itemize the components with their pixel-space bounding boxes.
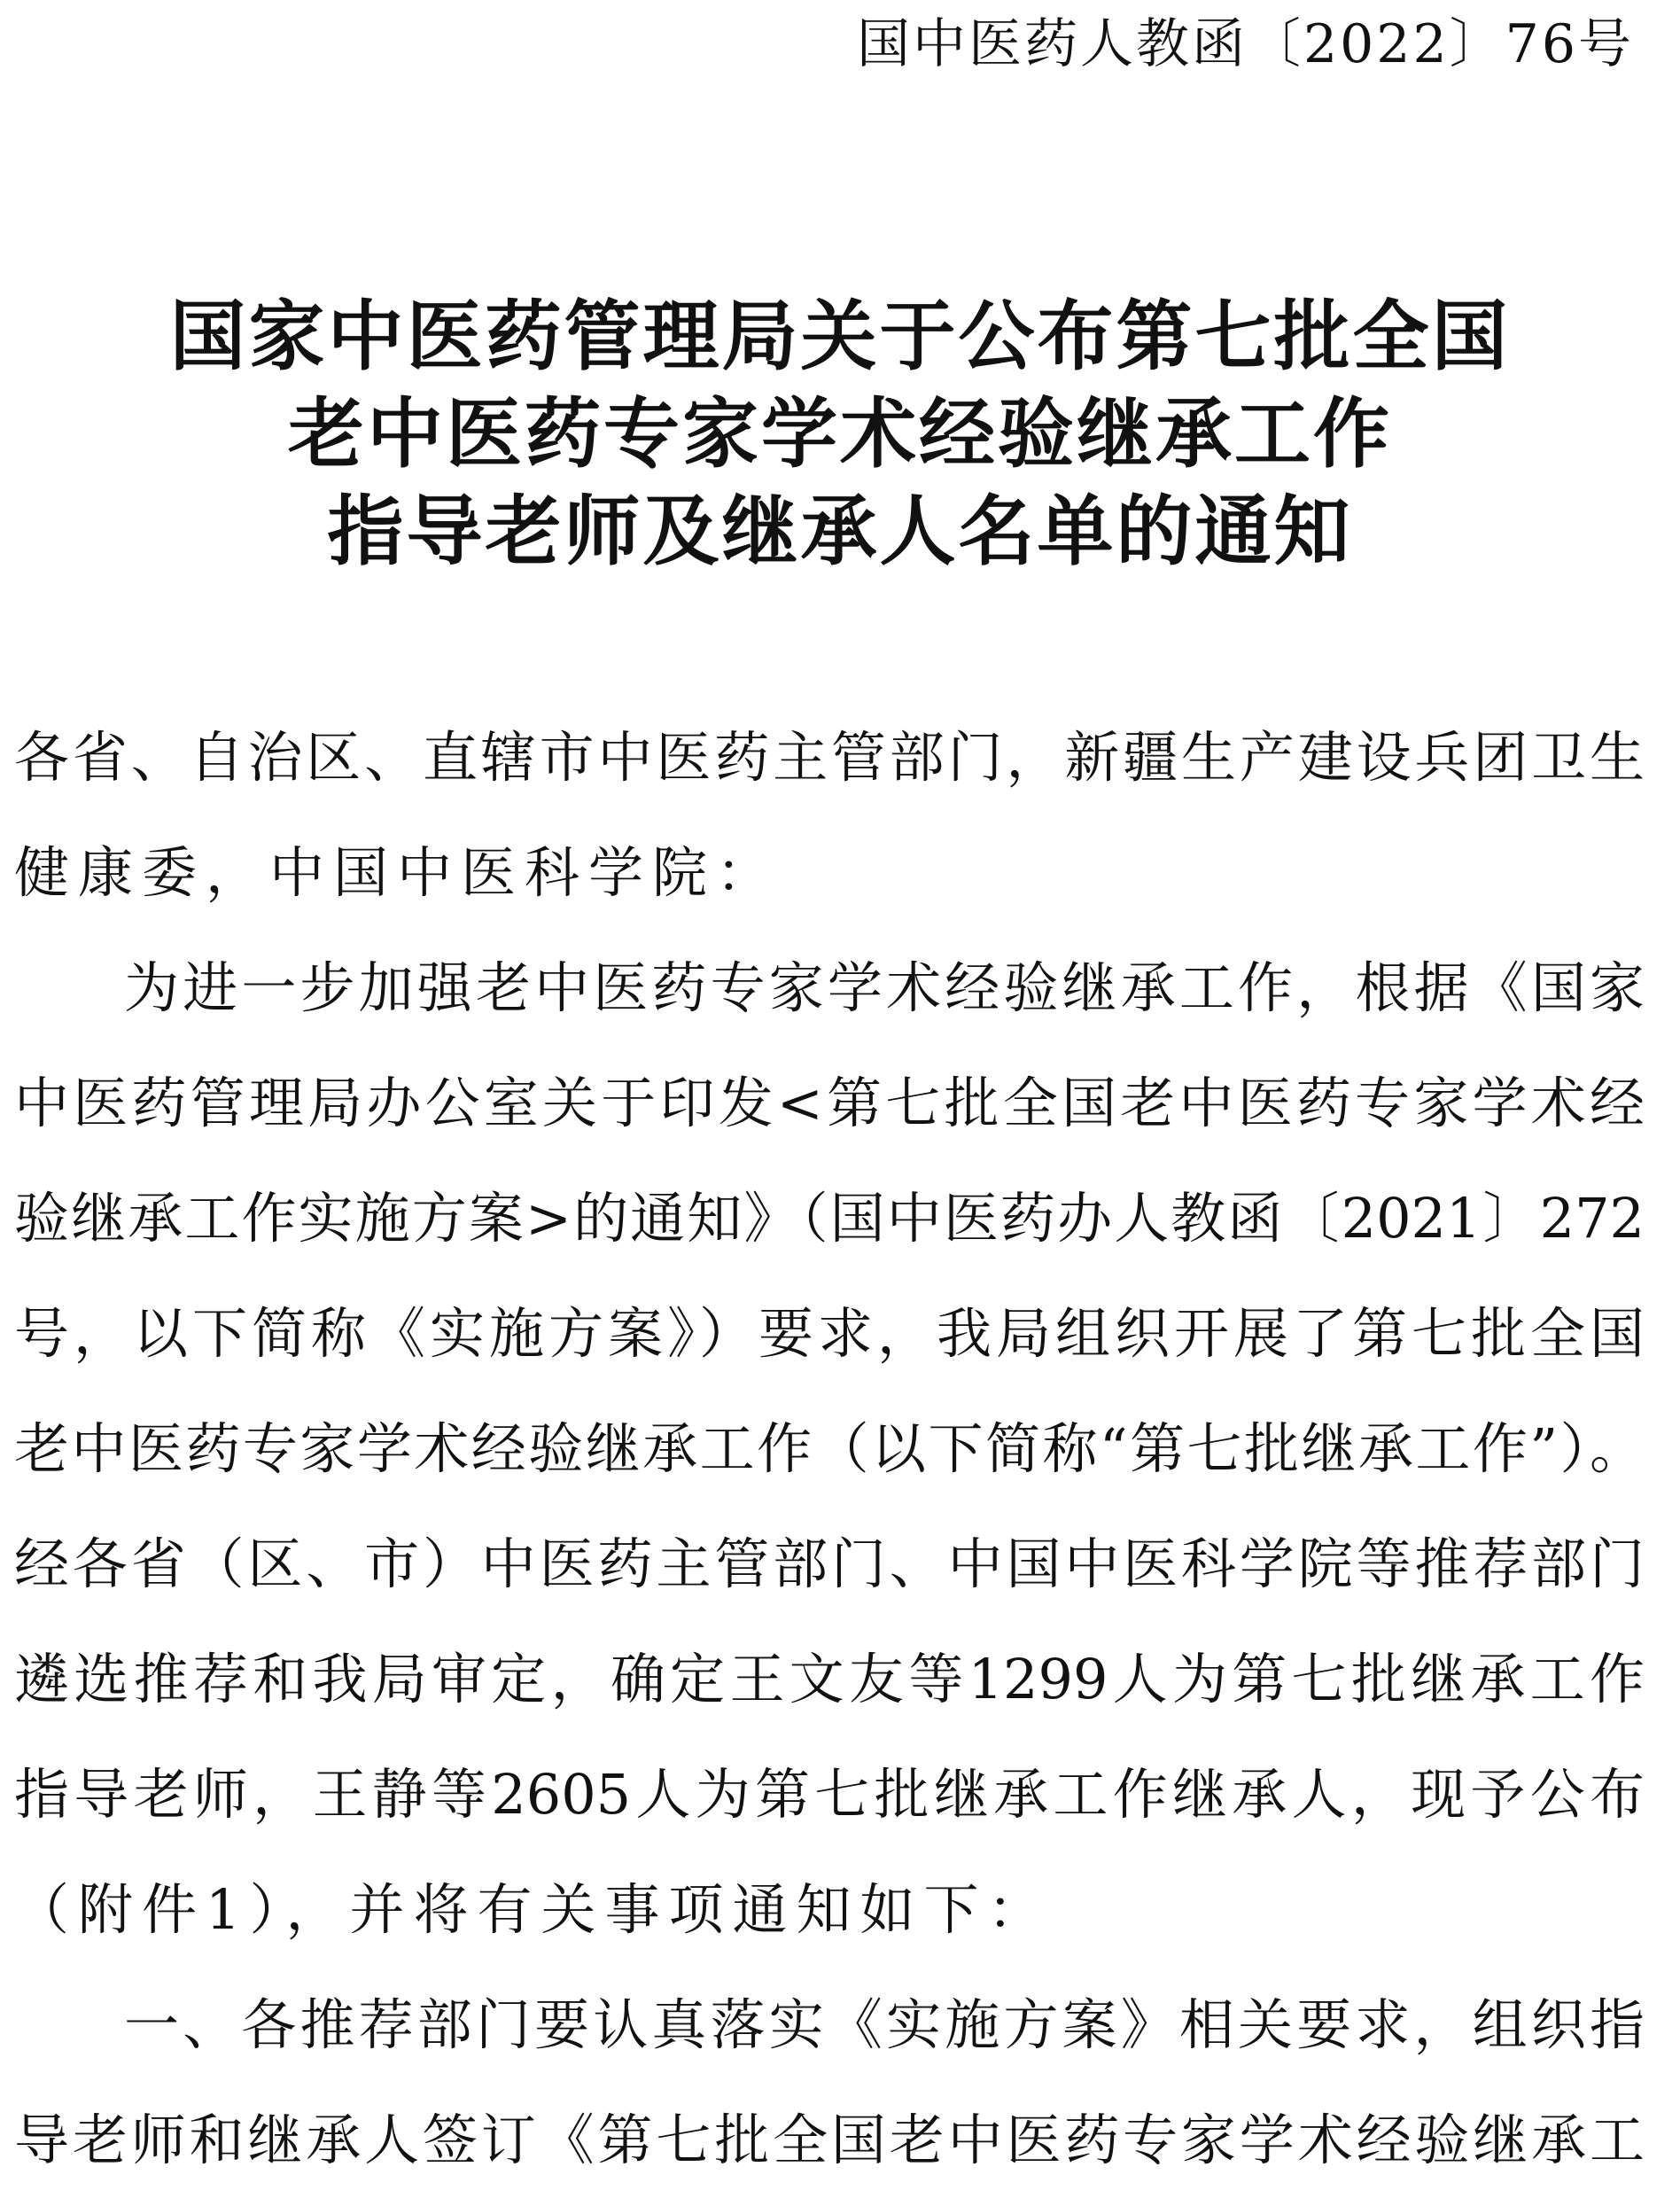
- title-line: 国家中医药管理局关于公布第七批全国: [169, 292, 1511, 381]
- text-line: 验继承工作实施方案>的通知》（国中医药办人教函〔2021〕272: [14, 1186, 1645, 1251]
- text-line: 老中医药专家学术经验继承工作（以下简称“第七批继承工作”）。: [14, 1416, 1645, 1481]
- text-line: 中医药管理局办公室关于印发<第七批全国老中医药专家学术经: [14, 1071, 1645, 1135]
- document-body: [14, 700, 1645, 2198]
- text-line: 导老师和继承人签订《第七批全国老中医药专家学术经验继承工: [14, 2108, 1645, 2172]
- text-line: 各省、自治区、直辖市中医药主管部门，新疆生产建设兵团卫生: [14, 725, 1645, 790]
- text-line: 为进一步加强老中医药专家学术经验继承工作，根据《国家: [124, 955, 1645, 1020]
- document-number: 国中医药人教函〔2022〕76号: [856, 13, 1634, 75]
- document-title: [0, 288, 1680, 581]
- text-line: （附件1），并将有关事项通知如下：: [14, 1877, 1052, 1942]
- title-line: 老中医药专家学术经验继承工作: [288, 390, 1392, 479]
- text-line: 指导老师，王静等2605人为第七批继承工作继承人，现予公布: [14, 1762, 1645, 1827]
- text-line: 经各省（区、市）中医药主管部门、中国中医科学院等推荐部门: [14, 1532, 1645, 1596]
- text-line: 一、各推荐部门要认真落实《实施方案》相关要求，组织指: [124, 1992, 1645, 2057]
- text-line: 号，以下简称《实施方案》）要求，我局组织开展了第七批全国: [14, 1301, 1645, 1366]
- text-line: 健康委，中国中医科学院：: [14, 840, 781, 905]
- title-line: 指导老师及继承人名单的通知: [327, 487, 1353, 576]
- text-line: 遴选推荐和我局审定，确定王文友等1299人为第七批继承工作: [14, 1647, 1645, 1711]
